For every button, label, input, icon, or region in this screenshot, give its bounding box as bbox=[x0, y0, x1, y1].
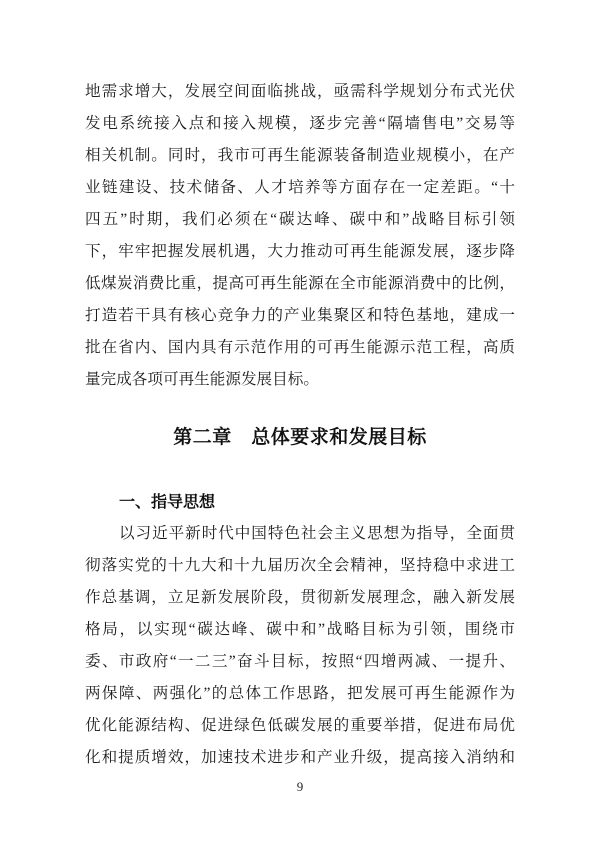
paragraph-line: 委、市政府“一二三”奋斗目标，按照“四增两减、一提升、 bbox=[85, 653, 515, 670]
paragraph-line: 业链建设、技术储备、人才培养等方面存在一定差距。“十 bbox=[85, 179, 515, 196]
paragraph-line: 打造若干具有核心竞争力的产业集聚区和特色基地，建成一 bbox=[85, 307, 515, 324]
paragraph-line: 以习近平新时代中国特色社会主义思想为指导，全面贯 bbox=[119, 525, 515, 542]
paragraph-line: 彻落实党的十九大和十九届历次全会精神，坚持稳中求进工 bbox=[85, 557, 515, 574]
paragraph-line: 发电系统接入点和接入规模，逐步完善“隔墙售电”交易等 bbox=[85, 115, 515, 132]
paragraph-line: 两保障、两强化”的总体工作思路，把发展可再生能源作为 bbox=[85, 685, 515, 702]
paragraph-line: 优化能源结构、促进绿色低碳发展的重要举措，促进布局优 bbox=[85, 717, 515, 734]
paragraph-line: 化和提质增效，加速技术进步和产业升级，提高接入消纳和 bbox=[85, 749, 515, 766]
paragraph-guiding-ideology bbox=[85, 518, 515, 774]
paragraph-line: 量完成各项可再生能源发展目标。 bbox=[85, 371, 319, 388]
page-number: 9 bbox=[296, 779, 304, 794]
paragraph-line: 批在省内、国内具有示范作用的可再生能源示范工程，高质 bbox=[85, 339, 515, 356]
paragraph-line: 低煤炭消费比重，提高可再生能源在全市能源消费中的比例， bbox=[85, 275, 515, 292]
paragraph-line: 格局，以实现“碳达峰、碳中和”战略目标为引领，围绕市 bbox=[85, 621, 515, 638]
paragraph-line: 作总基调，立足新发展阶段，贯彻新发展理念，融入新发展 bbox=[85, 589, 515, 606]
paragraph-line: 四五”时期，我们必须在“碳达峰、碳中和”战略目标引领 bbox=[85, 211, 515, 228]
section-heading: 一、指导思想 bbox=[119, 494, 216, 511]
paragraph-continuation bbox=[85, 76, 515, 396]
paragraph-line: 下，牢牢把握发展机遇，大力推动可再生能源发展，逐步降 bbox=[85, 243, 515, 260]
paragraph-line: 相关机制。同时，我市可再生能源装备制造业规模小，在产 bbox=[85, 147, 515, 164]
paragraph-line: 地需求增大，发展空间面临挑战，亟需科学规划分布式光伏 bbox=[85, 83, 515, 100]
chapter-heading: 第二章 总体要求和发展目标 bbox=[173, 427, 427, 448]
